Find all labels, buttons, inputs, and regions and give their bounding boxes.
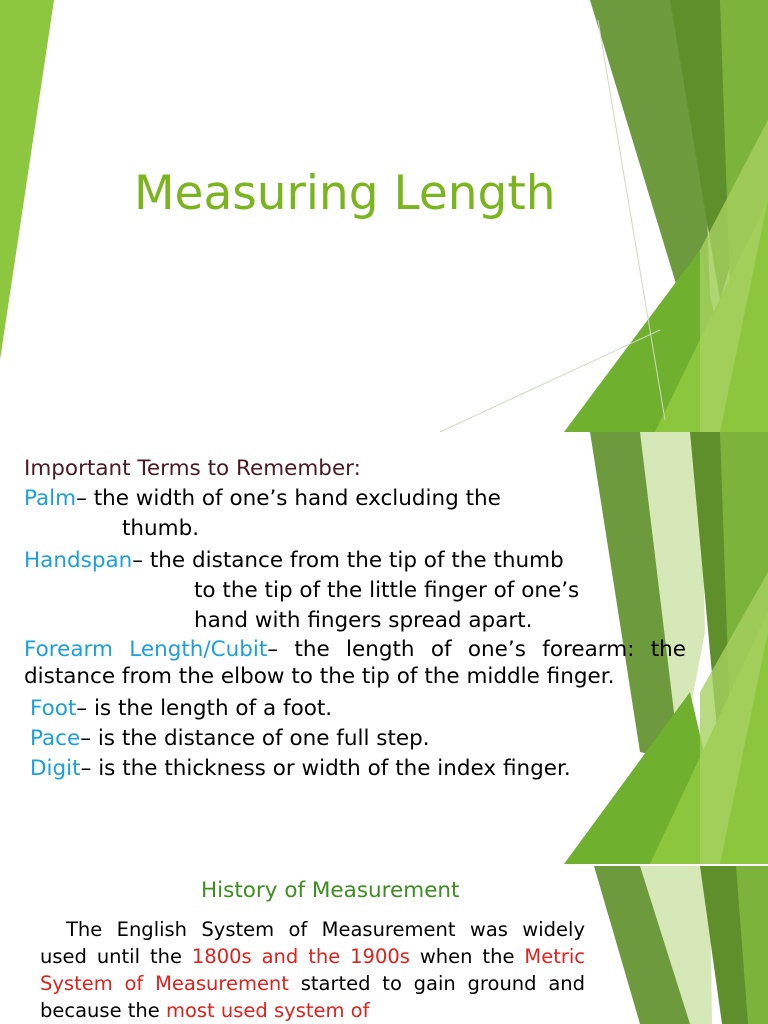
term-label: Palm: [24, 486, 77, 511]
term-palm-continued: thumb.: [122, 516, 200, 541]
term-definition: is the length of a foot.: [93, 696, 333, 721]
history-paragraph: The English System of Measurement was widely used until the 1800s and the 1900s when the Metric System of Measurement started to gain ground and because the most used system of: [40, 918, 585, 1022]
highlight-text: 1800s and the 1900s: [191, 945, 410, 968]
terms-slide: [0, 432, 768, 864]
terms-heading: Important Terms to Remember:: [24, 456, 361, 481]
term-pace: Pace– is the distance of one full step.: [30, 726, 430, 751]
term-label: Digit: [30, 756, 81, 781]
history-title: History of Measurement: [201, 878, 460, 903]
term-definition: is the thickness or width of the index finger.: [98, 756, 571, 781]
slide-title: Measuring Length: [134, 166, 556, 221]
term-label: Foot: [30, 696, 77, 721]
term-foot: Foot– is the length of a foot.: [30, 696, 333, 721]
highlight-text: most used system of: [165, 999, 370, 1022]
term-palm: Palm– the width of one’s hand excluding the: [24, 486, 501, 511]
term-label: Handspan: [24, 548, 133, 573]
highlight-text: Metric System of Measurement: [40, 945, 585, 995]
terms-list: [24, 454, 686, 784]
term-digit: Digit– is the thickness or width of the index finger.: [30, 756, 571, 781]
term-definition: the width of one’s hand excluding the: [93, 486, 501, 511]
term-definition: the distance from the tip of the thumb: [149, 548, 564, 573]
term-definition: the length of one’s forearm: the distance from the elbow to the tip of the middle finger.: [24, 637, 686, 689]
term-handspan-continued: to the tip of the little finger of one’s: [194, 578, 580, 603]
history-slide: [0, 866, 768, 1024]
term-handspan-continued: hand with fingers spread apart.: [194, 608, 533, 633]
term-forearm: Forearm Length/Cubit– the length of one’s forearm: the distance from the elbow to the tip of the middle finger.: [24, 637, 686, 689]
title-slide: [0, 0, 768, 432]
term-label: Pace: [30, 726, 81, 751]
term-label: Forearm Length/Cubit: [24, 637, 268, 662]
term-definition: is the distance of one full step.: [97, 726, 430, 751]
term-handspan: Handspan– the distance from the tip of the thumb: [24, 548, 564, 573]
